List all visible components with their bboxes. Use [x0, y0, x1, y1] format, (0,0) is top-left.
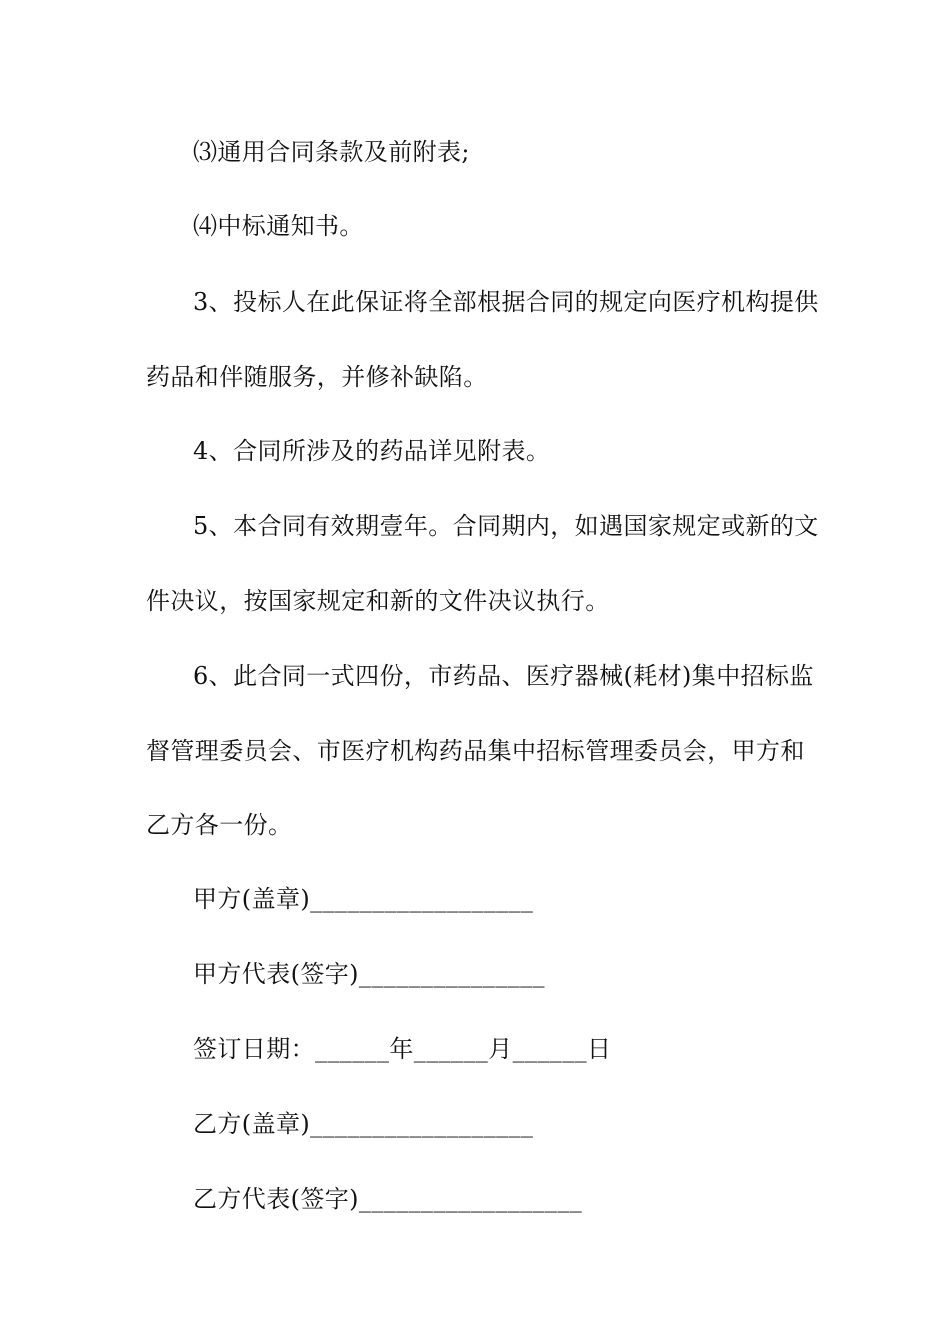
clause-2-item-4: ⑷中标通知书。 — [193, 212, 364, 240]
clause-6-line-1: 6、此合同一式四份，市药品、医疗器械(耗材)集中招标监 — [193, 662, 814, 690]
clause-5-line-2: 件决议，按国家规定和新的文件决议执行。 — [146, 587, 610, 615]
clause-6-line-2: 督管理委员会、市医疗机构药品集中招标管理委员会，甲方和 — [146, 737, 805, 765]
party-b-seal-field: 乙方(盖章)__________________ — [193, 1110, 534, 1138]
party-b-representative-field: 乙方代表(签字)__________________ — [193, 1185, 583, 1213]
clause-3-line-1: 3、投标人在此保证将全部根据合同的规定向医疗机构提供 — [193, 288, 819, 316]
clause-6-line-3: 乙方各一份。 — [146, 811, 293, 839]
party-a-representative-field: 甲方代表(签字)_______________ — [193, 960, 545, 988]
signing-date-field: 签订日期：______年______月______日 — [193, 1035, 612, 1063]
clause-2-item-3: ⑶通用合同条款及前附表; — [193, 138, 470, 166]
party-a-seal-field: 甲方(盖章)__________________ — [193, 885, 534, 913]
clause-5-line-1: 5、本合同有效期壹年。合同期内，如遇国家规定或新的文 — [193, 512, 819, 540]
clause-4: 4、合同所涉及的药品详见附表。 — [193, 437, 551, 465]
clause-3-line-2: 药品和伴随服务，并修补缺陷。 — [146, 363, 488, 391]
